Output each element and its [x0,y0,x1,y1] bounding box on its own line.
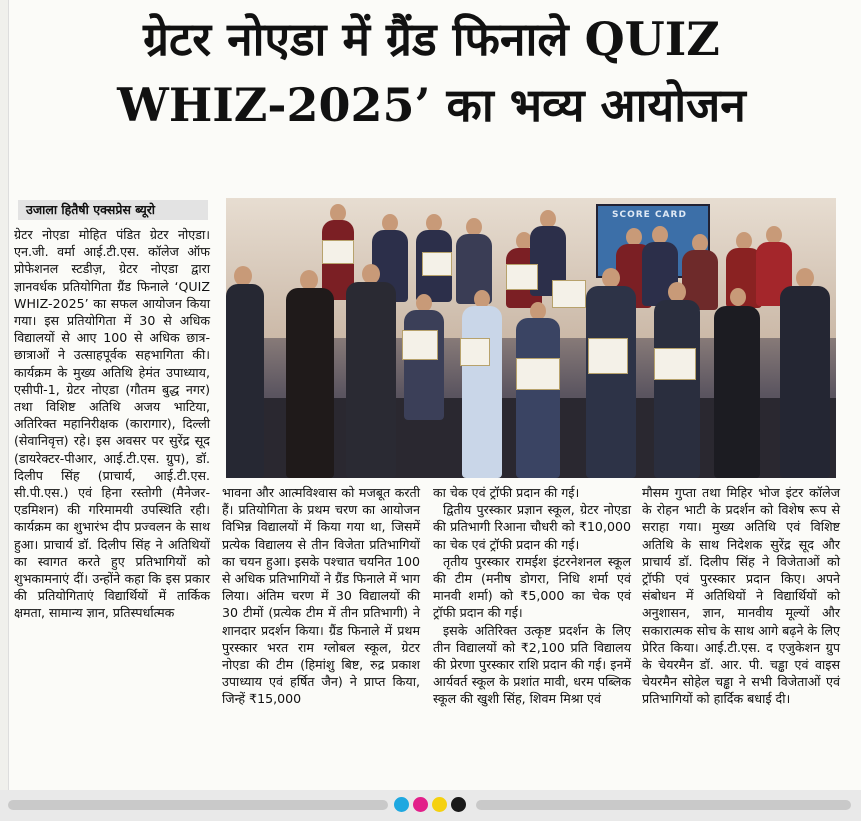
paragraph: का चेक एवं ट्रॉफी प्रदान की गई। [433,485,580,500]
certificate [422,252,452,276]
certificate [402,330,438,360]
screen-text: SCORE CARD [612,210,687,220]
certificate [516,358,560,390]
person [714,306,760,478]
black-registration-dot [451,797,466,812]
page-edge [0,0,9,790]
yellow-registration-dot [432,797,447,812]
person-head [300,270,318,290]
certificate [654,348,696,380]
magenta-registration-dot [413,797,428,812]
article-column-3 [433,484,631,708]
person-head [668,282,686,302]
person [286,288,334,478]
paragraph: तृतीय पुरस्कार रामईश इंटरनेशनल स्कूल की टीम (मनीष डोगरा, निधि शर्मा एवं मानवी शर्मा) को ₹5,000 का चेक एवं ट्रॉफी प्रदान की गई। [433,553,631,621]
paragraph: मौसम गुप्ता तथा मिहिर भोज इंटर कॉलेज के रोहन भाटी के प्रदर्शन को विशेष रूप से सराहा गया। मुख्य अतिथि एवं विशिष्ट अतिथि के साथ निदेशक सुरेंद्र सूद और प्राचार्य डॉ. दिलीप सिंह ने विजेताओं को ट्रॉफी एवं पुरस्कार प्रदान किए। अपने संबोधन में अतिथियों ने विद्यार्थियों को अनुशासन, ज्ञान, मानवीय मूल्यों और सकारात्मक सोच के साथ आगे बढ़ने के लिए प्रेरित किया। आई.टी.एस. द एजुकेशन ग्रुप के चेयरमैन डॉ. आर. पी. चड्ढा एवं वाइस चेयरमैन सोहेल चड्ढा ने सभी विजेताओं एवं प्रतिभागियों को हार्दिक बधाई दी। [642,485,840,707]
person [404,310,444,420]
headline-line-2: WHIZ-2025’ का भव्य आयोजन [117,78,746,132]
headline-line-1: ग्रेटर नोएडा में ग्रैंड फिनाले QUIZ [143,12,720,66]
person [462,306,502,478]
person [226,284,264,478]
person [780,286,830,478]
person-head [234,266,252,286]
person [654,300,700,478]
certificate [552,280,586,308]
certificate [460,338,490,366]
person [516,318,560,478]
person-head [730,288,746,306]
person [346,282,396,478]
event-photo [226,198,836,478]
article-column-1 [14,226,210,622]
article-column-2 [222,484,420,708]
certificate [588,338,628,374]
registration-line-right [476,800,851,810]
person-head [362,264,380,284]
paragraph: इसके अतिरिक्त उत्कृष्ट प्रदर्शन के लिए तीन विद्यालयों को ₹2,100 प्रति विद्यालय की प्रेरणा पुरस्कार राशि प्रदान की गई। इनमें आर्यवर्त स्कूल के प्रशांत मावी, धरम पब्लिक स्कूल की खुशी सिंह, शिवम मिश्रा एवं [433,622,631,707]
person-head [602,268,620,288]
paragraph: भावना और आत्मविश्वास को मजबूत करती हैं। प्रतियोगिता के प्रथम चरण का आयोजन विभिन्न विद्यालयों में किया गया था, जिसमें प्रत्येक विद्यालय से तीन विजेता प्रतिभागियों का चयन हुआ। इसके पश्चात चयनित 100 से अधिक प्रतिभागियों ने ग्रैंड फिनाले में भाग लिया। अंतिम चरण में 30 विद्यालयों की 30 टीमों (प्रत्येक टीम में तीन प्रतिभागी) ने शानदार प्रदर्शन किया। ग्रैंड फिनाले में प्रथम पुरस्कार भरत राम ग्लोबल स्कूल, ग्रेटर नोएडा की टीम (हिमांशु बिष्ट, रुद्र प्रकाश उपाध्याय एवं हर्षित जैन) ने प्राप्त किया, जिन्हें ₹15,000 [222,485,420,707]
paragraph: द्वितीय पुरस्कार प्रज्ञान स्कूल, ग्रेटर नोएडा की प्रतिभागी रिआना चौधरी को ₹10,000 का चेक एवं ट्रॉफी प्रदान की गई। [433,502,631,552]
registration-line-left [8,800,388,810]
byline: उजाला हितैषी एक्सप्रेस ब्यूरो [18,200,208,220]
cyan-registration-dot [394,797,409,812]
person [586,286,636,478]
paragraph: ग्रेटर नोएडा मोहित पंडित ग्रेटर नोएडा। एन.जी. वर्मा आई.टी.एस. कॉलेज ऑफ प्रोफेशनल स्टडीज़, ग्रेटर नोएडा द्वारा ज्ञानवर्धक प्रतियोगिता ग्रैंड फिनाले ‘QUIZ WHIZ-2025’ का सफल आयोजन किया गया। इस प्रतियोगिता में 30 से अधिक विद्यालयों से आए 100 से अधिक छात्र-छात्राओं ने उत्साहपूर्वक सहभागिता की। कार्यक्रम के मुख्य अतिथि हेमंत उपाध्याय, एसीपी-1, ग्रेटर नोएडा (गौतम बुद्ध नगर) तथा विशिष्ट अतिथि अजय भाटिया, अतिरिक्त महानिरीक्षक (कारागार), दिल्ली (सेवानिवृत्त) रहे। इस अवसर पर सुरेंद्र सूद (डायरेक्टर-पीआर, आई.टी.एस. ग्रुप), डॉ. दिलीप सिंह (प्राचार्य, आई.टी.एस. सी.पी.एस.) एवं हिना रस्तोगी (मैनेजर-एडमिशन) की गरिमामयी उपस्थिति रही। कार्यक्रम का शुभारंभ दीप प्रज्वलन के साथ हुआ। प्राचार्य डॉ. दिलीप सिंह ने अतिथियों का स्वागत करते हुए प्रतिभागियों को शुभकामनाएं दीं। उन्होंने कहा कि इस प्रकार की प्रतियोगिताएं विद्यार्थियों में तार्किक क्षमता, सामान्य ज्ञान, प्रतिस्पर्धात्मक [14,227,210,621]
headline [14,6,849,138]
certificate [506,264,538,290]
person-head [796,268,814,288]
certificate [322,240,354,264]
article-column-4 [642,484,840,708]
